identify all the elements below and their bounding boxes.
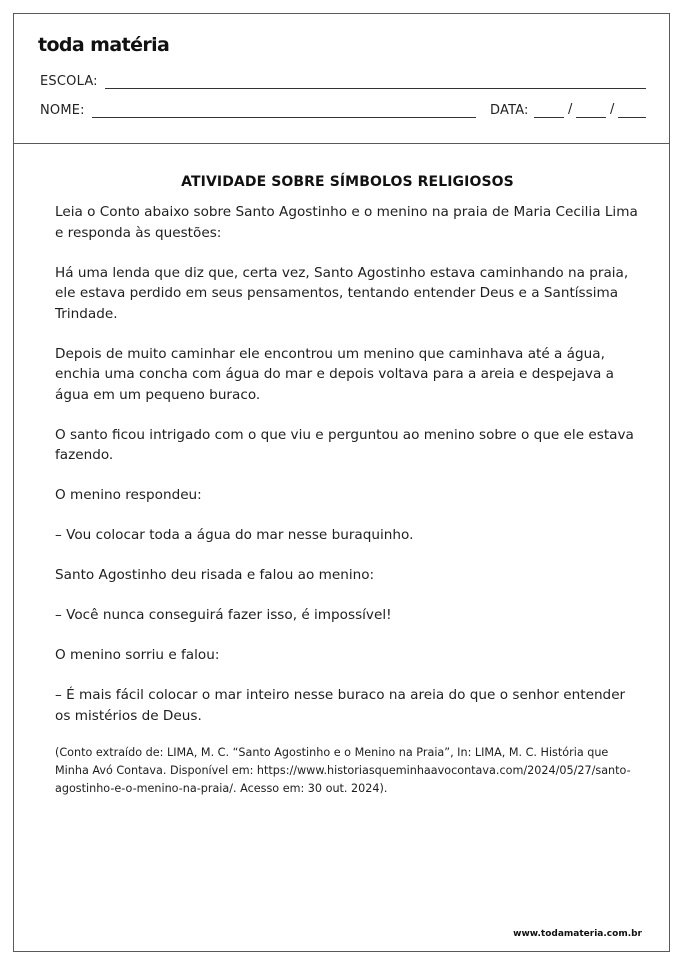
date-separator: / xyxy=(610,102,615,117)
date-day-field[interactable] xyxy=(534,117,564,118)
story-paragraph: Santo Agostinho deu risada e falou ao menino: xyxy=(55,567,375,583)
name-label: NOME: xyxy=(40,103,85,118)
instruction-paragraph: Leia o Conto abaixo sobre Santo Agostinho e o menino na praia de Maria Cecilia Lima e responda às questões: xyxy=(55,204,638,241)
date-separator: / xyxy=(568,102,573,117)
school-label: ESCOLA: xyxy=(40,74,98,89)
date-year-field[interactable] xyxy=(618,117,646,118)
school-field[interactable] xyxy=(105,88,646,89)
activity-title: ATIVIDADE SOBRE SÍMBOLOS RELIGIOSOS xyxy=(181,174,514,190)
date-label: DATA: xyxy=(490,103,529,118)
story-paragraph: O menino sorriu e falou: xyxy=(55,647,220,663)
brand-logo: toda matéria xyxy=(38,34,170,56)
worksheet-page xyxy=(13,13,670,952)
name-field[interactable] xyxy=(92,117,476,118)
story-paragraph: O menino respondeu: xyxy=(55,487,202,503)
source-citation: (Conto extraído de: LIMA, M. C. “Santo Agostinho e o Menino na Praia”, In: LIMA, M. C. História que Minha Avó Contava. Disponível em: https://www.historiasqueminhaavocontava.com/2024/05/27/santo-agostinho-e-o-menino-na-praia/. Acesso em: 30 out. 2024). xyxy=(55,745,631,795)
footer-website: www.todamateria.com.br xyxy=(513,929,642,939)
story-dialogue: – Vou colocar toda a água do mar nesse buraquinho. xyxy=(55,527,414,543)
story-paragraph: Há uma lenda que diz que, certa vez, Santo Agostinho estava caminhando na praia, ele estava perdido em seus pensamentos, tentando entender Deus e a Santíssima Trindade. xyxy=(55,264,629,322)
worksheet-header xyxy=(14,14,669,144)
story-paragraph: O santo ficou intrigado com o que viu e perguntou ao menino sobre o que ele estava fazendo. xyxy=(55,426,634,463)
worksheet-content xyxy=(55,174,640,798)
story-dialogue: – É mais fácil colocar o mar inteiro nesse buraco na areia do que o senhor entender os mistérios de Deus. xyxy=(55,687,626,724)
story-paragraph: Depois de muito caminhar ele encontrou um menino que caminhava até a água, enchia uma concha com água do mar e depois voltava para a areia e despejava a água em um pequeno buraco. xyxy=(55,345,614,403)
story-dialogue: – Você nunca conseguirá fazer isso, é impossível! xyxy=(55,607,392,623)
date-month-field[interactable] xyxy=(576,117,606,118)
